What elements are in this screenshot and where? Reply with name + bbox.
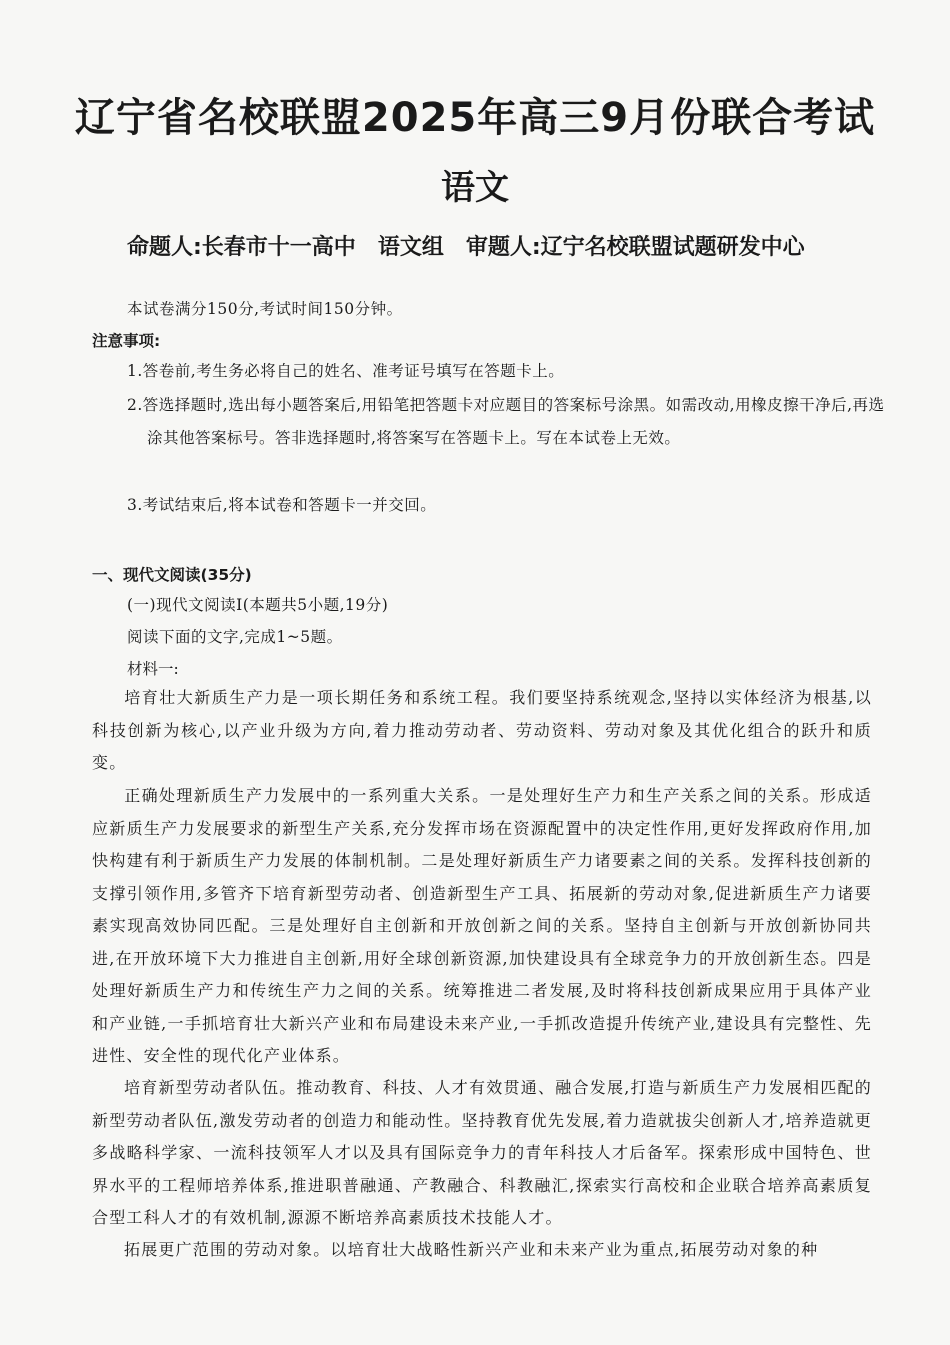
author-line [127, 230, 887, 261]
material-label: 材料一: [127, 660, 179, 678]
notice-item-1: 1.答卷前,考生务必将自己的姓名、准考证号填写在答题卡上。 [127, 362, 565, 380]
reviewer-label: 审题人:辽宁名校联盟试题研发中心 [465, 235, 805, 260]
section-instruction: 阅读下面的文字,完成1~5题。 [127, 628, 343, 646]
section-subheading: (一)现代文阅读Ⅰ(本题共5小题,19分) [127, 596, 389, 614]
paragraph-3-text: 培育新型劳动者队伍。推动教育、科技、人才有效贯通、融合发展,打造与新质生产力发展相匹配的新型劳动者队伍,激发劳动者的创造力和能动性。坚持教育优先发展,着力造就拔尖创新人才,培养造就更多战略科学家、一流科技领军人才以及具有国际竞争力的青年科技人才后备军。探索形成中国特色、世界水平的工程师培养体系,推进职普融通、产教融合、科教融汇,探索实行高校和企业联合培养高素质复合型工科人才的有效机制,源源不断培养高素质技术技能人才。 [92, 1078, 872, 1227]
subject-title: 语文 [441, 168, 509, 208]
paragraph-4 [92, 1234, 872, 1267]
notice-item-2: 2.答选择题时,选出每小题答案后,用铅笔把答题卡对应题目的答案标号涂黑。如需改动,用橡皮擦干净后,再选涂其他答案标号。答非选择题时,将答案写在答题卡上。写在本试卷上无效。 [127, 396, 885, 447]
group-label: 语文组 [377, 235, 444, 260]
score-time-text: 本试卷满分150分,考试时间150分钟。 [127, 300, 403, 318]
paragraph-4-text: 拓展更广范围的劳动对象。以培育壮大战略性新兴产业和未来产业为重点,拓展劳动对象的种 [124, 1240, 819, 1259]
paragraph-2-text: 正确处理新质生产力发展中的一系列重大关系。一是处理好生产力和生产关系之间的关系。形成适应新质生产力发展要求的新型生产关系,充分发挥市场在资源配置中的决定性作用,更好发挥政府作用,加快构建有利于新质生产力发展的体制机制。二是处理好新质生产力诸要素之间的关系。发挥科技创新的支撑引领作用,多管齐下培育新型劳动者、创造新型生产工具、拓展新的劳动对象,促进新质生产力诸要素实现高效协同匹配。三是处理好自主创新和开放创新之间的关系。坚持自主创新与开放创新协同共进,在开放环境下大力推进自主创新,用好全球创新资源,加快建设具有全球竞争力的开放创新生态。四是处理好新质生产力和传统生产力之间的关系。统筹推进二者发展,及时将科技创新成果应用于具体产业和产业链,一手抓培育壮大新兴产业和布局建设未来产业,一手抓改造提升传统产业,建设具有完整性、先进性、安全性的现代化产业体系。 [92, 786, 872, 1065]
paragraph-2 [92, 780, 872, 1073]
exam-title: 辽宁省名校联盟2025年高三9月份联合考试 [74, 95, 876, 141]
paragraph-1-text: 培育壮大新质生产力是一项长期任务和系统工程。我们要坚持系统观念,坚持以实体经济为根基,以科技创新为核心,以产业升级为方向,着力推动劳动者、劳动资料、劳动对象及其优化组合的跃升和质变。 [92, 688, 872, 772]
paragraph-3 [92, 1072, 872, 1235]
notice-item-3: 3.考试结束后,将本试卷和答题卡一并交回。 [127, 496, 437, 514]
setter-label: 命题人:长春市十一高中 [127, 235, 356, 260]
section-heading: 一、现代文阅读(35分) [92, 566, 252, 584]
notice-heading: 注意事项: [92, 332, 161, 350]
paragraph-1 [92, 682, 872, 780]
